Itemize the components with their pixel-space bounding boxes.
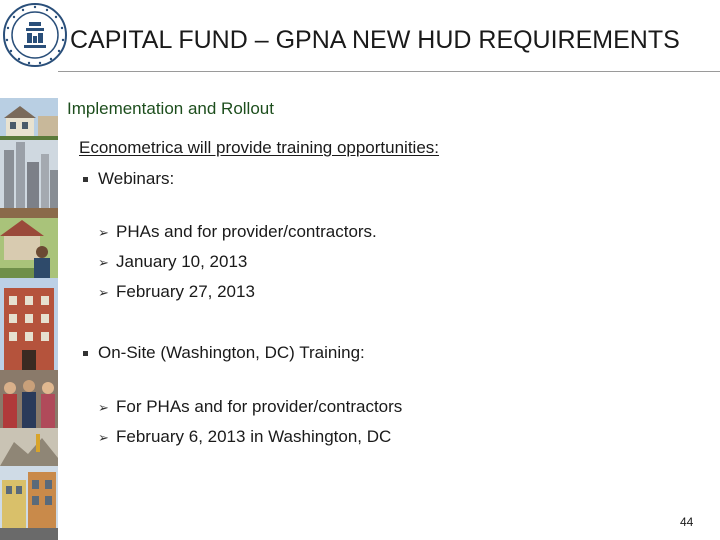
house-photo [0, 98, 58, 140]
arrow-bullet-icon: ➢ [98, 285, 109, 300]
lead-text: Econometrica will provide training opportunities: [79, 138, 440, 157]
section-heading: Implementation and Rollout [67, 99, 274, 118]
square-bullet-icon [83, 351, 88, 356]
residents-photo [0, 218, 58, 278]
title-divider [58, 71, 720, 72]
bullet-webinars: Webinars: [98, 169, 175, 188]
subitem-onsite-date: February 6, 2013 in Washington, DC [116, 427, 392, 446]
arrow-bullet-icon: ➢ [98, 400, 109, 415]
slide-title: CAPITAL FUND – GPNA NEW HUD REQUIREMENTS [70, 26, 680, 54]
subitem-webinar-date-2: February 27, 2013 [116, 282, 255, 301]
group-photo [0, 370, 58, 428]
bullet-onsite-training: On-Site (Washington, DC) Training: [98, 343, 365, 362]
subitem-onsite-audience: For PHAs and for provider/contractors [116, 397, 403, 416]
subitem-webinar-audience: PHAs and for provider/contractors. [116, 222, 377, 241]
hud-seal-logo [2, 2, 68, 68]
construction-photo [0, 428, 58, 466]
street-scene-photo [0, 466, 58, 540]
photo-strip [0, 98, 58, 540]
square-bullet-icon [83, 177, 88, 182]
subitem-webinar-date-1: January 10, 2013 [116, 252, 248, 271]
apartment-building-photo [0, 278, 58, 370]
city-skyline-photo [0, 140, 58, 218]
arrow-bullet-icon: ➢ [98, 430, 109, 445]
arrow-bullet-icon: ➢ [98, 225, 109, 240]
page-number: 44 [680, 515, 694, 529]
arrow-bullet-icon: ➢ [98, 255, 109, 270]
